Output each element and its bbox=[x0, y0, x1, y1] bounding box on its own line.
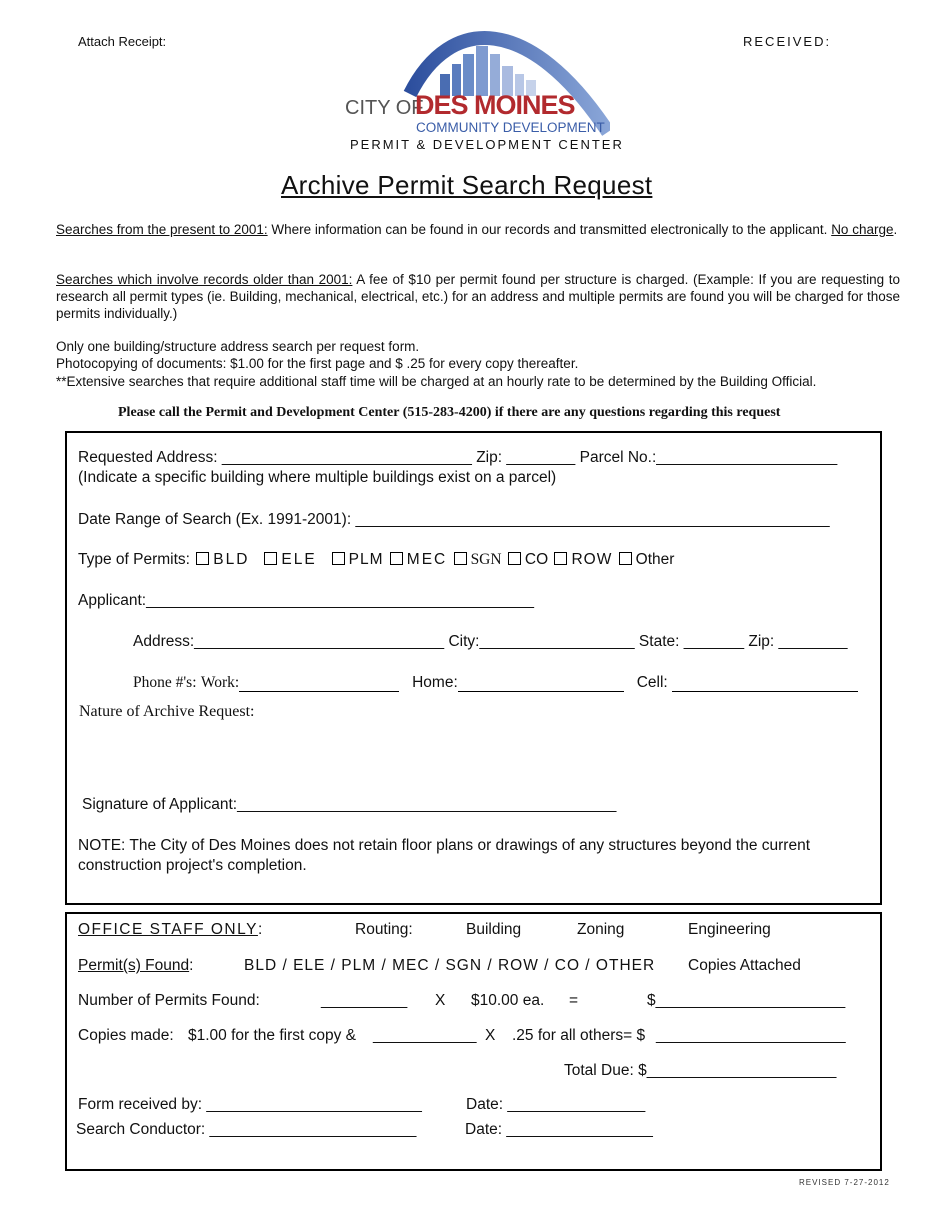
number-of-permits-label: Number of Permits Found: bbox=[78, 992, 260, 1009]
routing-zoning: Zoning bbox=[577, 921, 625, 938]
other-checkbox[interactable] bbox=[619, 552, 632, 565]
intro-line-3: **Extensive searches that require additional staff time will be charged at an hourly rate to be determined by the Building Official. bbox=[56, 374, 817, 389]
number-of-permits-blank[interactable]: __________ bbox=[321, 992, 408, 1009]
p1-no-charge: No charge bbox=[831, 222, 894, 237]
logo-city-of: CITY OF bbox=[345, 97, 424, 119]
copies-made-label: Copies made: bbox=[78, 1027, 174, 1044]
equals-sign: = bbox=[569, 992, 579, 1009]
note-line-1: NOTE: The City of Des Moines does not retain floor plans or drawings of any structures beyond the current bbox=[78, 837, 811, 854]
p2-text: A fee of $10 per permit found per structure is charged. (Example: If you are requesting to research all permit types (ie. Building, mechanical, electrical, etc.) for an address and multiple permits are found you will be charged for those permits individually.) bbox=[56, 272, 901, 321]
other-label: Other bbox=[635, 551, 675, 568]
fee-each: $10.00 ea. bbox=[471, 992, 545, 1009]
p1-end: . bbox=[893, 222, 898, 237]
permits-found-heading bbox=[78, 957, 193, 975]
p1-label: Searches from the present to 2001: bbox=[56, 222, 268, 237]
multiply-sign-2: X bbox=[485, 1027, 496, 1044]
row-checkbox[interactable] bbox=[554, 552, 567, 565]
intro-line-1: Only one building/structure address search per request form. bbox=[56, 339, 420, 354]
permits-found-colon: : bbox=[189, 957, 194, 974]
row-label: ROW bbox=[571, 551, 613, 568]
office-staff-colon: : bbox=[257, 921, 263, 938]
permits-found-label: Permit(s) Found bbox=[78, 957, 190, 974]
applicant-field[interactable]: Applicant:_____________________________________________ bbox=[78, 592, 534, 609]
logo-community-development: COMMUNITY DEVELOPMENT bbox=[416, 120, 605, 135]
signature-field[interactable]: Signature of Applicant:____________________________________________ bbox=[82, 796, 617, 813]
work-label: Work: bbox=[200, 674, 240, 691]
multiply-sign-1: X bbox=[435, 992, 446, 1009]
conductor-date-field[interactable]: Date: _________________ bbox=[465, 1121, 653, 1138]
requested-address-field[interactable]: Requested Address: _____________________________ Zip: ________ Parcel No.:_____________________ bbox=[78, 449, 838, 466]
co-label: CO bbox=[524, 551, 549, 568]
first-copy-label: $1.00 for the first copy & bbox=[188, 1027, 357, 1044]
routing-building: Building bbox=[466, 921, 522, 938]
address-field[interactable]: Address:_____________________________ City:__________________ State: _______ Zip: ________ bbox=[133, 633, 848, 650]
center-name: PERMIT & DEVELOPMENT CENTER bbox=[350, 137, 624, 152]
date-range-field[interactable]: Date Range of Search (Ex. 1991-2001): _______________________________________________________ bbox=[78, 511, 830, 528]
nature-of-request-input[interactable] bbox=[78, 726, 868, 788]
type-of-permits-row bbox=[78, 551, 674, 569]
call-notice: Please call the Permit and Development Center (515-283-4200) if there are any questions regarding this request bbox=[118, 405, 781, 420]
nature-of-request-label: Nature of Archive Request: bbox=[79, 703, 255, 720]
ele-checkbox[interactable] bbox=[264, 552, 277, 565]
routing-label: Routing: bbox=[355, 921, 413, 938]
page-title: Archive Permit Search Request bbox=[281, 170, 653, 200]
cell-label: Cell: bbox=[636, 674, 668, 691]
routing-engineering: Engineering bbox=[688, 921, 771, 938]
type-of-permits-label: Type of Permits: bbox=[78, 551, 190, 568]
indicate-note: (Indicate a specific building where multiple buildings exist on a parcel) bbox=[78, 469, 557, 486]
copies-count-blank[interactable]: ____________ bbox=[373, 1027, 477, 1044]
p1-text: Where information can be found in our records and transmitted electronically to the applicant. bbox=[267, 222, 832, 237]
total-due-field[interactable]: Total Due: $______________________ bbox=[564, 1062, 837, 1079]
permit-types-list: BLD / ELE / PLM / MEC / SGN / ROW / CO / OTHER bbox=[244, 957, 656, 974]
copies-amount-blank[interactable]: ______________________ bbox=[656, 1027, 846, 1044]
search-conductor-field[interactable]: Search Conductor: ________________________ bbox=[76, 1121, 417, 1138]
mec-label: MEC bbox=[406, 551, 448, 568]
plm-checkbox[interactable] bbox=[332, 552, 345, 565]
intro-paragraph-1 bbox=[56, 221, 900, 238]
ele-label: ELE bbox=[281, 551, 317, 568]
bld-checkbox[interactable] bbox=[196, 552, 209, 565]
received-date-field[interactable]: Date: ________________ bbox=[466, 1096, 646, 1113]
intro-line-2: Photocopying of documents: $1.00 for the first page and $ .25 for every copy thereafter. bbox=[56, 356, 579, 371]
home-phone-input[interactable] bbox=[458, 677, 624, 692]
sgn-checkbox[interactable] bbox=[454, 552, 467, 565]
intro-paragraph-2 bbox=[56, 271, 900, 322]
bld-label: BLD bbox=[213, 551, 250, 568]
co-checkbox[interactable] bbox=[508, 552, 521, 565]
sgn-label: SGN bbox=[470, 551, 502, 568]
received-label: RECEIVED: bbox=[743, 34, 832, 49]
phone-row bbox=[133, 674, 858, 692]
copies-attached-label: Copies Attached bbox=[688, 957, 801, 974]
form-received-by-field[interactable]: Form received by: _________________________ bbox=[78, 1096, 422, 1113]
logo-des-moines: DES MOINES bbox=[415, 90, 575, 120]
mec-checkbox[interactable] bbox=[390, 552, 403, 565]
work-phone-input[interactable] bbox=[239, 677, 399, 692]
home-label: Home: bbox=[412, 674, 458, 691]
p2-label: Searches which involve records older than 2001: bbox=[56, 272, 353, 287]
permits-amount-blank[interactable]: $______________________ bbox=[647, 992, 846, 1009]
phone-label: Phone #'s: bbox=[133, 674, 197, 691]
office-staff-heading bbox=[78, 921, 262, 939]
office-staff-label: OFFICE STAFF ONLY bbox=[78, 921, 258, 938]
attach-receipt-label: Attach Receipt: bbox=[78, 34, 167, 49]
applicant-form-box bbox=[65, 431, 882, 905]
plm-label: PLM bbox=[348, 551, 384, 568]
note-line-2: construction project's completion. bbox=[78, 857, 307, 874]
others-rate-label: .25 for all others= $ bbox=[512, 1027, 646, 1044]
cell-phone-input[interactable] bbox=[672, 677, 858, 692]
revised-date: REVISED 7-27-2012 bbox=[799, 1178, 890, 1187]
